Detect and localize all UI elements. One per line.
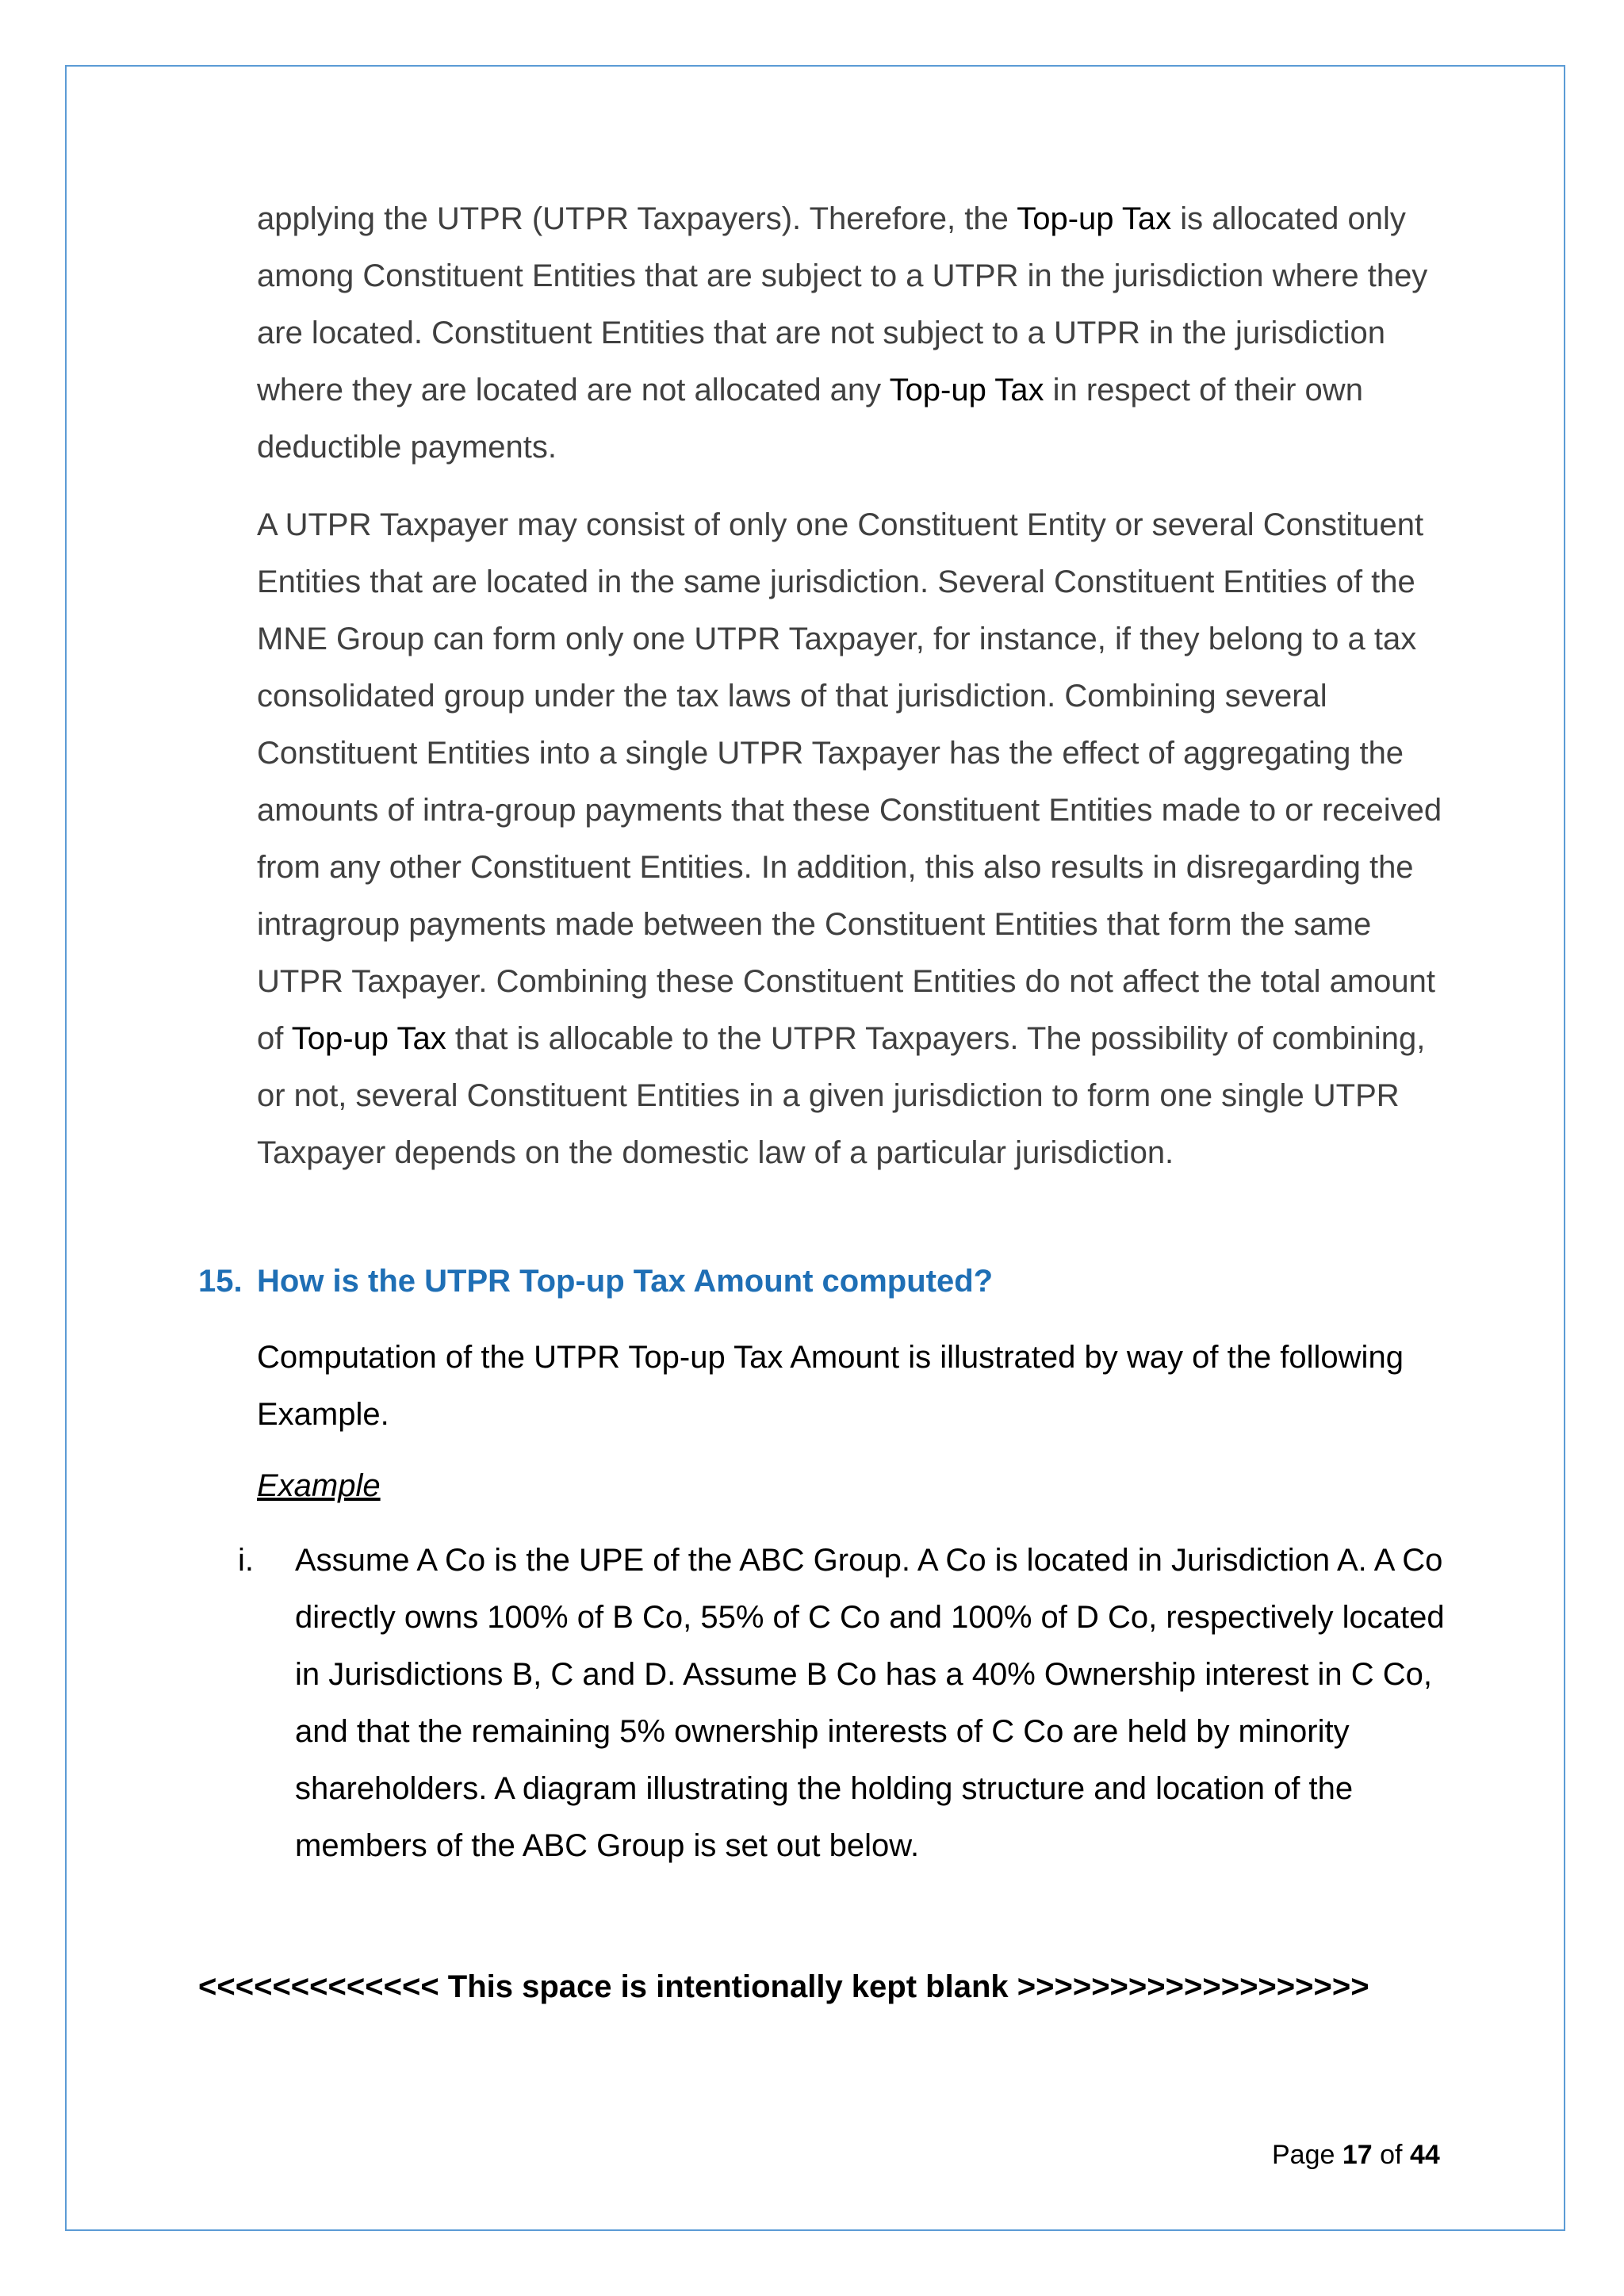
list-item [238,1532,1459,1874]
paragraph-text: that is allocable to the UTPR Taxpayers. The possibility of combining, or not, several Constituent Entities in a given jurisdiction to form one single UTPR Taxpayer depends on the domestic law of a particular jurisdiction. [257,1021,1426,1170]
paragraph-text: A UTPR Taxpayer may consist of only one Constituent Entity or several Constituent Entities that are located in the same jurisdiction. Several Constituent Entities of the MNE Group can form only one UTPR Taxpayer, for instance, if they belong to a tax consolidated group under the tax laws of that jurisdiction. Combining several Constituent Entities into a single UTPR Taxpayer has the effect of aggregating the amounts of intra-group payments that these Constituent Entities made to or received from any other Constituent Entities. In addition, this also results in disregarding the intragroup payments made between the Constituent Entities that form the same UTPR Taxpayer. Combining these Constituent Entities do not affect the total amount of [257,507,1442,1056]
page-number [1272,2136,1440,2174]
section-heading [198,1259,993,1303]
section-title: How is the UTPR Top-up Tax Amount computed? [257,1264,994,1299]
list-item-text: Assume A Co is the UPE of the ABC Group. A Co is located in Jurisdiction A. A Co directly owns 100% of B Co, 55% of C Co and 100% of D Co, respectively located in Jurisdictions B, C and D. Assume B Co has a 40% Ownership interest in C Co, and that the remaining 5% ownership interests of C Co are held by minority shareholders. A diagram illustrating the holding structure and location of the members of the ABC Group is set out below. [295,1543,1445,1863]
page-label: Page [1272,2140,1335,2170]
total-pages: 44 [1409,2140,1440,2170]
defined-term: Top-up Tax [1017,201,1172,236]
current-page: 17 [1342,2140,1373,2170]
blank-space-note: <<<<<<<<<<<<< This space is intentionally kept blank >>>>>>>>>>>>>>>>>>> [198,1969,1369,2004]
defined-term: Top-up Tax [889,373,1044,408]
paragraph-text: in respect of their own deductible payments. [257,373,1363,465]
paragraph-utpr-allocation [257,190,1446,476]
section-number: 15. [198,1264,243,1299]
example-intro: Computation of the UTPR Top-up Tax Amount is illustrated by way of the following Example. [257,1340,1404,1432]
defined-term: Top-up Tax [291,1021,446,1056]
body-text [257,190,1446,1181]
paragraph-utpr-taxpayer [257,496,1446,1181]
paragraph-text: is allocated only among Constituent Entities that are subject to a UTPR in the jurisdiction where they are located. Constituent Entities that are not subject to a UTPR in the jurisdiction where they are located are not allocated any [257,201,1428,408]
paragraph-text: applying the UTPR (UTPR Taxpayers). Therefore, the [257,201,1017,236]
of-label: of [1380,2140,1403,2170]
example-label: Example [257,1468,381,1503]
list-marker: i. [238,1543,254,1578]
